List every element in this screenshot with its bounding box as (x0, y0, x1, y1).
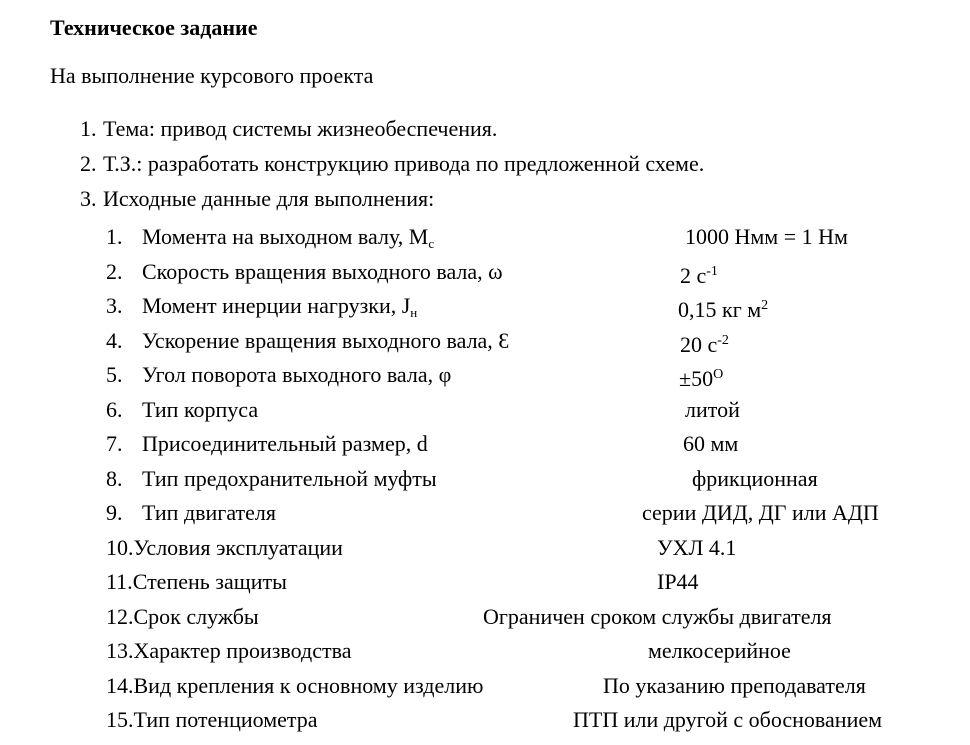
parameter-row (106, 703, 970, 738)
parameter-value: Ограничен сроком службы двигателя (483, 603, 832, 629)
parameter-row (106, 531, 970, 566)
list-number: 3. (80, 186, 97, 211)
list-number: 5. (106, 362, 123, 387)
parameter-label: Срок службы (133, 603, 259, 629)
parameter-row (106, 496, 970, 531)
parameter-label-subscript: н (410, 305, 418, 320)
parameter-row (106, 393, 970, 428)
parameter-value: 1000 Нмм = 1 Нм (685, 224, 848, 249)
parameter-value: $\pm 50^О$ (679, 366, 724, 391)
parameter-value: По указанию преподавателя (603, 672, 866, 698)
task-item (50, 181, 970, 216)
list-number: 2. (106, 258, 123, 284)
parameter-label: Тип двигателя (142, 500, 276, 525)
task-item (50, 111, 970, 146)
task-list (50, 111, 970, 216)
parameter-value: мелкосерийное (648, 638, 791, 663)
parameter-value: 20 $с^{-2}$ (680, 331, 729, 357)
parameter-value-superscript: -1 (706, 263, 718, 279)
parameter-label: Угол поворота выходного вала, φ (142, 362, 452, 387)
parameter-value: серии ДИД, ДГ или АДП (642, 500, 879, 525)
list-number: 1. (106, 224, 123, 249)
list-number: 1. (80, 116, 97, 141)
parameter-row (106, 324, 970, 359)
parameter-label: Тип корпуса (142, 396, 259, 422)
parameter-label: Тип предохранительной муфты (142, 465, 437, 491)
list-number: 10. (106, 534, 134, 560)
parameter-label: Степень защиты (132, 569, 287, 594)
parameter-label: Характер производства (133, 638, 352, 663)
list-number: 7. (106, 431, 123, 456)
parameter-label: Момент инерции нагрузки, J (142, 293, 411, 318)
task-item (50, 146, 970, 181)
document-subtitle: На выполнение курсового проекта (50, 63, 374, 88)
parameter-label: Тип потенциометра (133, 707, 318, 732)
parameter-value-superscript: 2 (761, 298, 769, 313)
parameter-label: Ускорение вращения выходного вала, Ɛ (142, 327, 510, 353)
list-number: 2. (80, 151, 97, 176)
task-text: Тема: привод системы жизнеобеспечения. (103, 116, 498, 141)
list-number: 9. (106, 500, 123, 525)
list-number: 6. (106, 396, 123, 422)
parameter-label: Вид крепления к основному изделию (133, 672, 484, 698)
document-title: Техническое задание (50, 15, 258, 40)
list-number: 13. (106, 638, 134, 663)
parameter-list (50, 220, 970, 738)
parameter-row (106, 462, 970, 497)
task-text: Т.З.: разработать конструкцию привода по предложенной схеме. (103, 151, 705, 176)
parameter-label-subscript: с (428, 236, 435, 251)
parameter-row (106, 600, 970, 635)
parameter-value: ПТП или другой с обоснованием (573, 707, 883, 732)
parameter-row (106, 427, 970, 462)
parameter-value-superscript: О (713, 367, 724, 382)
parameter-value: 60 мм (683, 431, 739, 456)
parameter-row (106, 220, 970, 255)
parameter-label: Условия эксплуатации (133, 534, 343, 560)
parameter-label: Момента на выходном валу, М (142, 224, 429, 249)
parameter-value: 2 $с^{-1}$ (680, 262, 718, 288)
parameter-value: 0,15 кг $м^2$ (678, 297, 769, 322)
parameter-label: Присоединительный размер, d (142, 431, 428, 456)
list-number: 12. (106, 603, 134, 629)
list-number: 15. (106, 707, 134, 732)
parameter-row (106, 669, 970, 704)
parameter-row (106, 255, 970, 290)
list-number: 3. (106, 293, 123, 318)
list-number: 14. (106, 672, 134, 698)
list-number: 4. (106, 327, 123, 353)
parameter-row (106, 289, 970, 324)
list-number: 8. (106, 465, 123, 491)
parameter-value: фрикционная (692, 465, 818, 491)
parameter-row (106, 565, 970, 600)
parameter-value: литой (685, 396, 740, 422)
parameter-row (106, 634, 970, 669)
parameter-value: УХЛ 4.1 (657, 534, 737, 560)
list-number: 11. (106, 569, 133, 594)
parameter-row (106, 358, 970, 393)
parameter-value: IP44 (657, 569, 699, 594)
parameter-value-superscript: -2 (717, 332, 729, 348)
parameter-label: Скорость вращения выходного вала, ω (142, 258, 503, 284)
task-text: Исходные данные для выполнения: (103, 186, 435, 211)
